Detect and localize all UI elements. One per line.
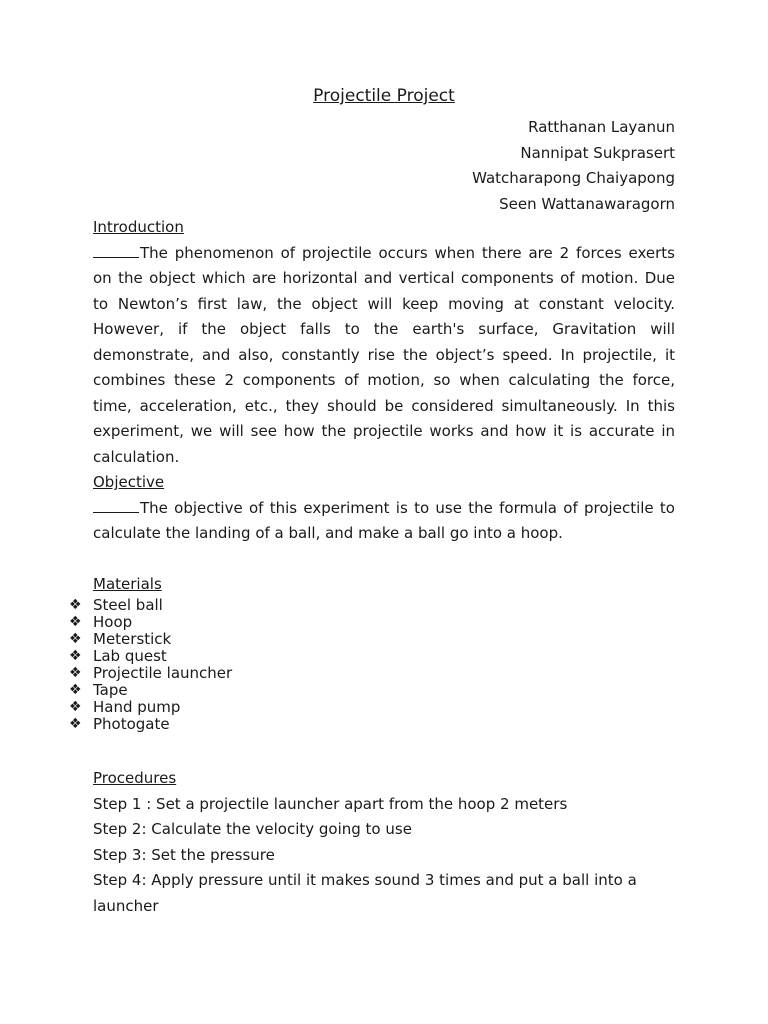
diamond-bullet-icon: ❖ — [69, 665, 82, 681]
materials-heading: Materials — [93, 574, 162, 593]
diamond-bullet-icon: ❖ — [69, 614, 82, 630]
list-item — [69, 715, 675, 733]
author-name: Ratthanan Layanun — [528, 118, 675, 136]
document-title: Projectile Project — [313, 86, 455, 106]
introduction-text: The phenomenon of projectile occurs when there are 2 forces exerts on the object which are horizontal and vertical components of motion. Due to Newton’s first law, the object will keep moving at constant velocity. However, if the object falls to the earth's surface, Gravitation will demonstrate, and also, constantly rise the object’s speed. In projectile, it combines these 2 components of motion, so when calculating the force, time, acceleration, etc., they should be considered simultaneously. In this experiment, we will see how the projectile works and how it is accurate in calculation. — [93, 243, 675, 466]
objective-text: The objective of this experiment is to use the formula of projectile to calculate the landing of a ball, and make a ball go into a hoop. — [93, 498, 675, 542]
introduction-heading: Introduction — [93, 218, 184, 236]
procedure-step: Step 2: Calculate the velocity going to use — [93, 820, 412, 838]
diamond-bullet-icon: ❖ — [69, 699, 82, 715]
objective-heading: Objective — [93, 473, 165, 491]
list-item — [69, 698, 675, 716]
indent-blank — [93, 243, 139, 258]
diamond-bullet-icon: ❖ — [69, 597, 82, 613]
material-label: Meterstick — [93, 630, 172, 648]
materials-list — [69, 596, 675, 733]
material-label: Lab quest — [93, 647, 167, 665]
list-item — [69, 647, 675, 665]
objective-paragraph — [93, 496, 675, 547]
material-label: Photogate — [93, 715, 170, 733]
diamond-bullet-icon: ❖ — [69, 716, 82, 732]
procedures-heading: Procedures — [93, 769, 177, 787]
material-label: Hoop — [93, 613, 133, 631]
material-label: Steel ball — [93, 596, 163, 614]
author-list — [472, 115, 675, 217]
procedure-step: Step 4: Apply pressure until it makes sound 3 times and put a ball into a launcher — [93, 871, 637, 915]
material-label: Tape — [93, 681, 128, 699]
material-label: Projectile launcher — [93, 664, 233, 682]
author-name: Nannipat Sukprasert — [520, 143, 675, 162]
document-body — [69, 215, 675, 919]
list-item — [69, 630, 675, 648]
procedure-step: Step 1 : Set a projectile launcher apart from the hoop 2 meters — [93, 794, 568, 813]
indent-blank — [93, 498, 139, 513]
spacer — [93, 733, 675, 766]
diamond-bullet-icon: ❖ — [69, 682, 82, 698]
procedure-step: Step 3: Set the pressure — [93, 845, 275, 864]
list-item — [69, 664, 675, 682]
list-item — [69, 613, 675, 631]
material-label: Hand pump — [93, 698, 181, 716]
author-name: Seen Wattanawaragorn — [499, 194, 675, 213]
list-item — [69, 596, 675, 614]
author-name: Watcharapong Chaiyapong — [472, 169, 675, 187]
list-item — [69, 681, 675, 699]
diamond-bullet-icon: ❖ — [69, 631, 82, 647]
spacer — [93, 547, 675, 572]
diamond-bullet-icon: ❖ — [69, 648, 82, 664]
introduction-paragraph — [93, 241, 675, 471]
